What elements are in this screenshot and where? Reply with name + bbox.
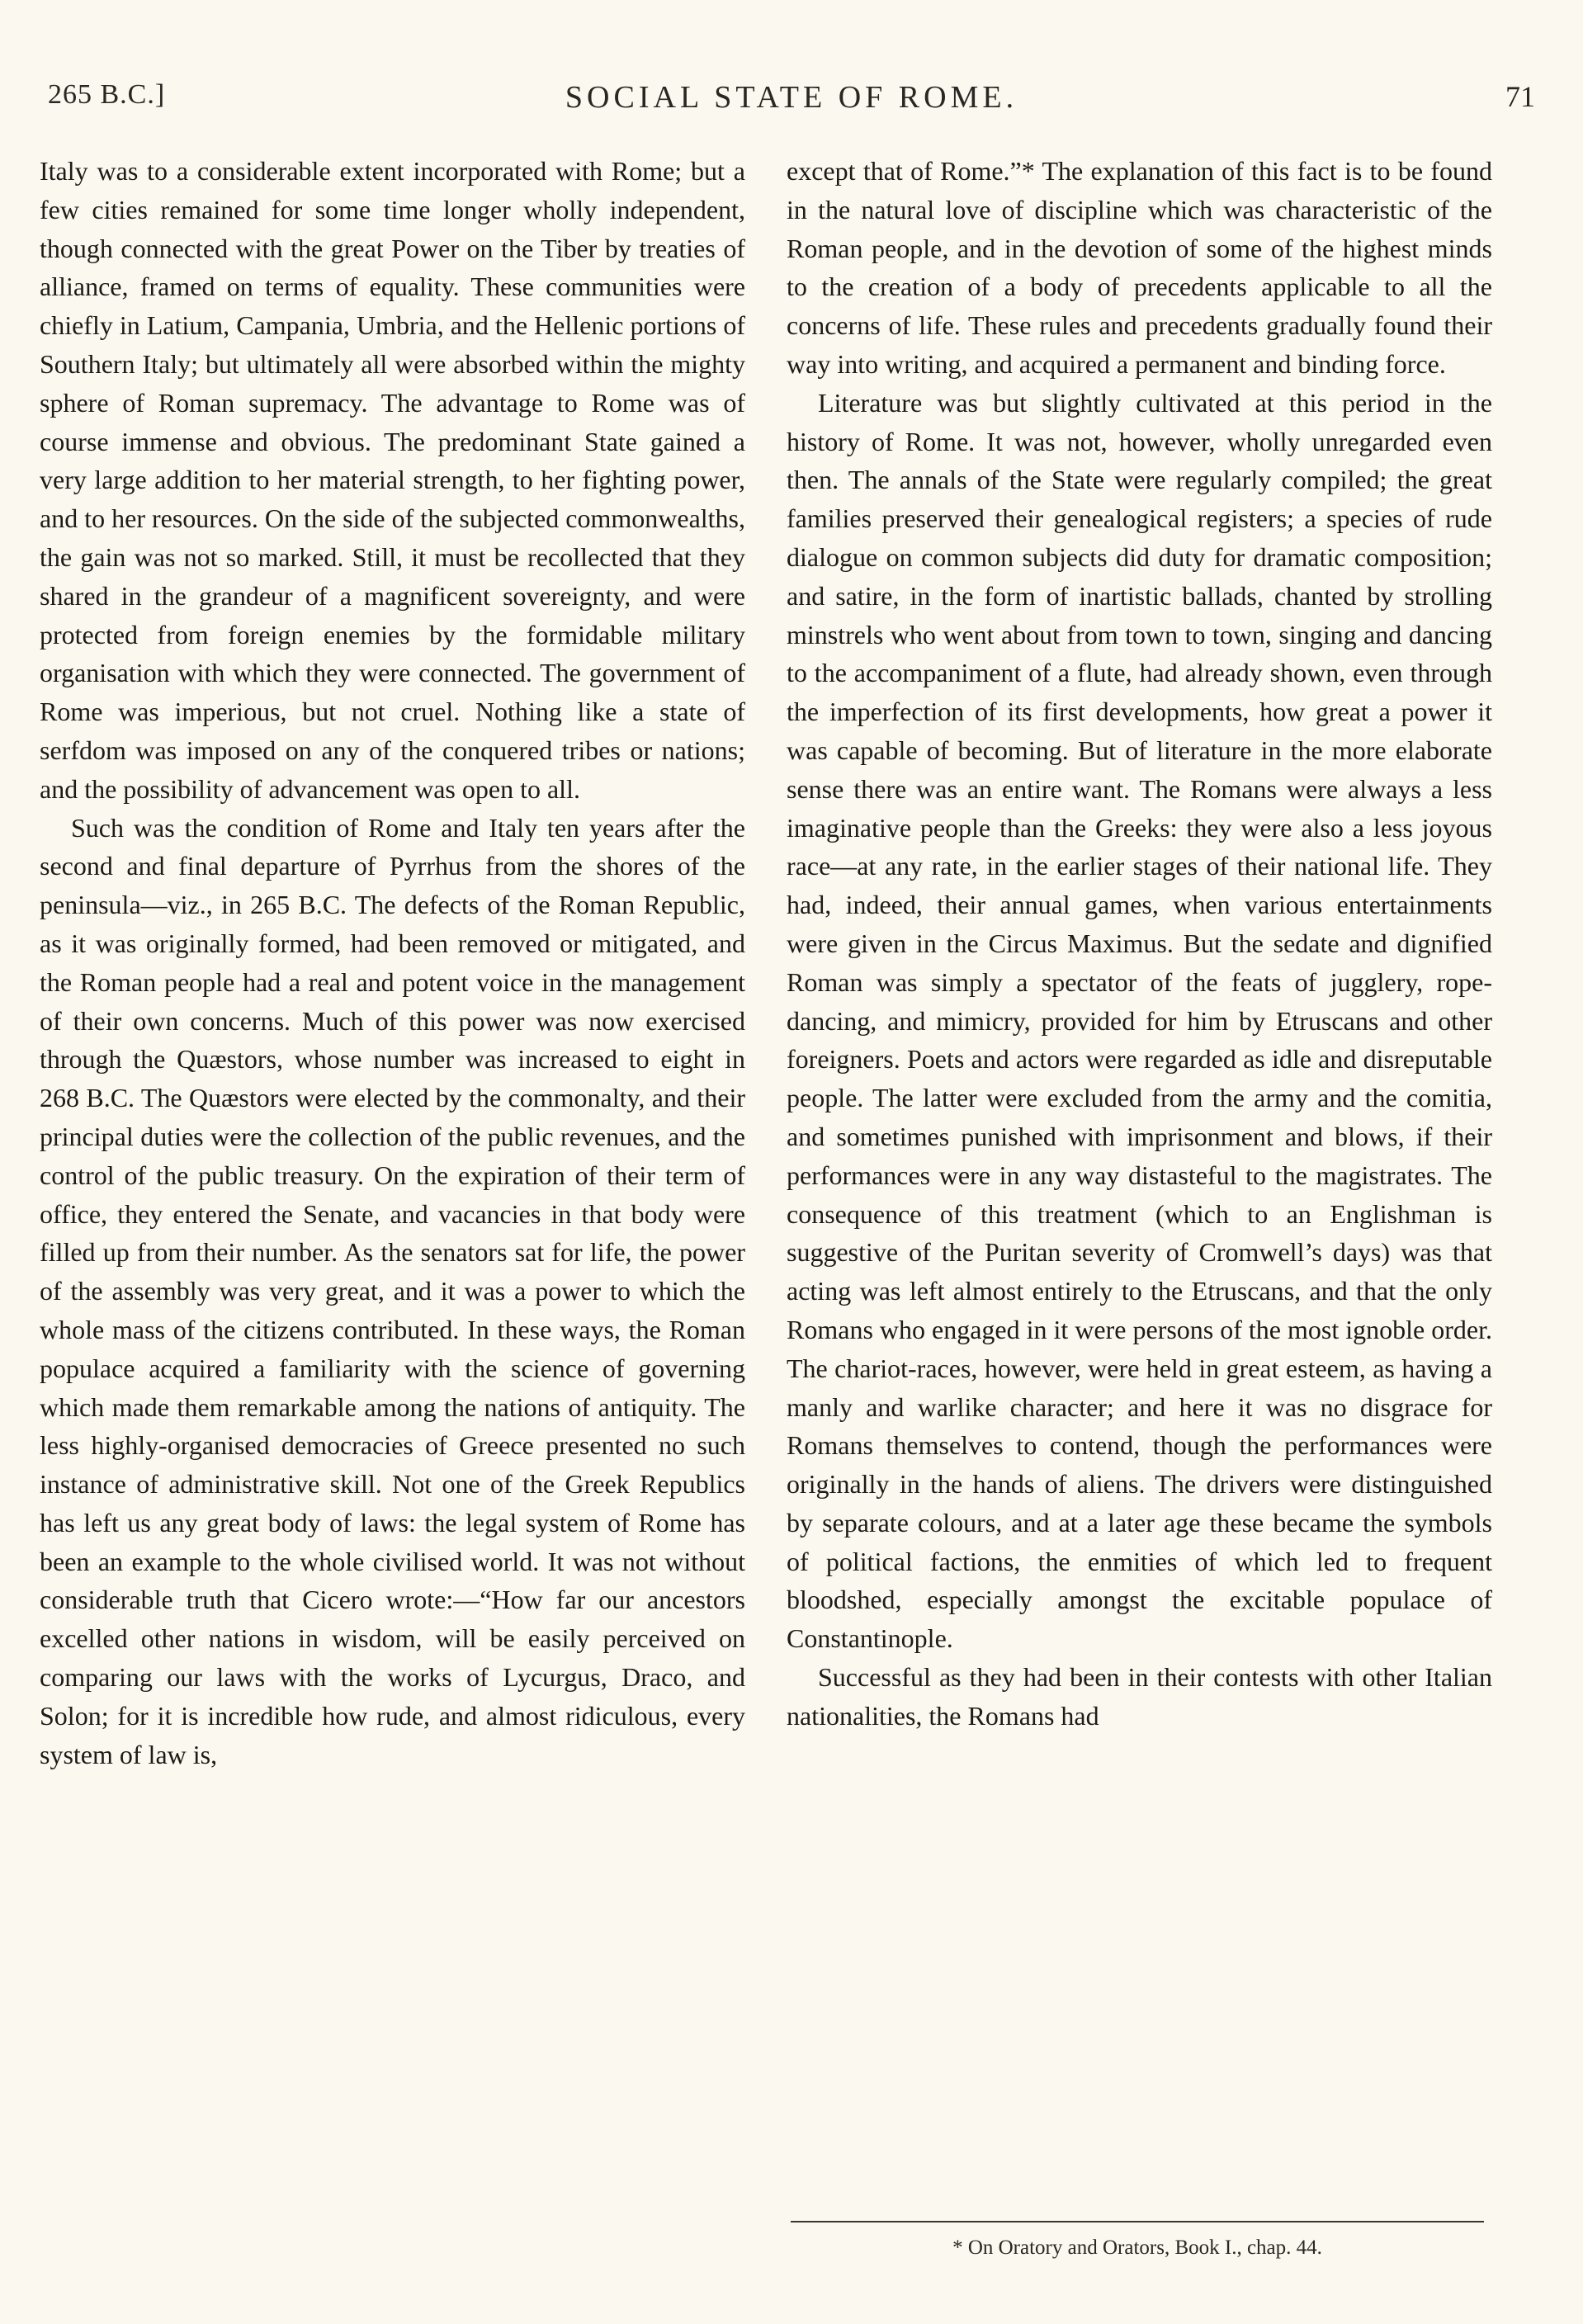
running-header <box>48 79 1535 124</box>
paragraph: Such was the condition of Rome and Italy ten years after the second and final departure of Pyrrhus from the shores of the peninsula—viz., in 265 B.C. The defects of the Roman Republic, as it was originally formed, had been removed or mitigated, and the Roman people had a real and potent voice in the management of their own concerns. Much of this power was now exercised through the Quæstors, whose number was increased to eight in 268 B.C. The Quæstors were elected by the commonalty, and their principal duties were the collection of the public revenues, and the control of the public treasury. On the expiration of their term of office, they entered the Senate, and vacancies in that body were filled up from their number. As the senators sat for life, the power of the assembly was very great, and it was a power to which the whole mass of the citizens contributed. In these ways, the Roman populace acquired a familiarity with the science of governing which made them remarkable among the nations of antiquity. The less highly-organised democracies of Greece presented no such instance of administrative skill. Not one of the Greek Republics has left us any great body of laws: the legal system of Rome has been an example to the whole civilised world. It was not without considerable truth that Cicero wrote:—“How far our ancestors excelled other nations in wisdom, will be easily perceived on comparing our laws with the works of Lycurgus, Draco, and Solon; for it is incredible how rude, and almost ridiculous, every system of law is, <box>40 812 745 1769</box>
right-column <box>787 152 1492 1736</box>
left-column <box>40 152 745 1774</box>
header-date-range: 265 B.C.] <box>48 79 166 110</box>
paragraph: Successful as they had been in their contests with other Italian nationalities, the Romans had <box>787 1662 1492 1731</box>
page-number: 71 <box>1505 80 1535 113</box>
paragraph: Italy was to a considerable extent incorporated with Rome; but a few cities remained for some time longer wholly independent, though connected with the great Power on the Tiber by treaties of alliance, framed on terms of equality. These communities were chiefly in Latium, Campania, Umbria, and the Hellenic portions of Southern Italy; but ultimately all were absorbed within the mighty sphere of Roman supremacy. The advantage to Rome was of course immense and obvious. The predominant State gained a very large addition to her material strength, to her fighting power, and to her resources. On the side of the subjected commonwealths, the gain was not so marked. Still, it must be recollected that they shared in the grandeur of a magnificent sovereignty, and were protected from foreign enemies by the formidable military organisation with which they were connected. The government of Rome was imperious, but not cruel. Nothing like a state of serfdom was imposed on any of the conquered tribes or nations; and the possibility of advancement was open to all. <box>40 156 745 804</box>
paragraph: except that of Rome.”* The explanation of this fact is to be found in the natural love of discipline which was characteristic of the Roman people, and in the devotion of some of the highest minds to the creation of a body of precedents applicable to all the concerns of life. These rules and precedents gradually found their way into writing, and acquired a permanent and binding force. <box>787 156 1492 379</box>
footnote: * On Oratory and Orators, Book I., chap. 44. <box>952 2237 1322 2259</box>
footnote-divider <box>791 2221 1484 2222</box>
paragraph: Literature was but slightly cultivated at this period in the history of Rome. It was not, however, wholly unregarded even then. The annals of the State were regularly compiled; the great families preserved their genealogical registers; a species of rude dialogue on common subjects did duty for dramatic composition; and satire, in the form of inartistic ballads, chanted by strolling minstrels who went about from town to town, singing and dancing to the accompaniment of a flute, had already shown, even through the imperfection of its first developments, how great a power it was capable of becoming. But of literature in the more elaborate sense there was an entire want. The Romans were always a less imaginative people than the Greeks: they were also a less joyous race—at any rate, in the earlier stages of their national life. They had, indeed, their annual games, when various entertainments were given in the Circus Maximus. But the sedate and dignified Roman was simply a spectator of the feats of jugglery, rope-dancing, and mimicry, provided for him by Etruscans and other foreigners. Poets and actors were regarded as idle and disreputable people. The latter were excluded from the army and the comitia, and sometimes punished with imprisonment and blows, if their performances were in any way distasteful to the magistrates. The consequence of this treatment (which to an Englishman is suggestive of the Puritan severity of Cromwell’s days) was that acting was left almost entirely to the Etruscans, and that the only Romans who engaged in it were persons of the most ignoble order. The chariot-races, however, were held in great esteem, as having a manly and warlike character; and here it was no disgrace for Romans themselves to contend, though the performances were originally in the hands of aliens. The drivers were distinguished by separate colours, and at a later age these became the symbols of political factions, the enmities of which led to frequent bloodshed, especially amongst the excitable populace of Constantinople. <box>787 387 1492 1654</box>
page-title: SOCIAL STATE OF ROME. <box>565 80 1018 115</box>
